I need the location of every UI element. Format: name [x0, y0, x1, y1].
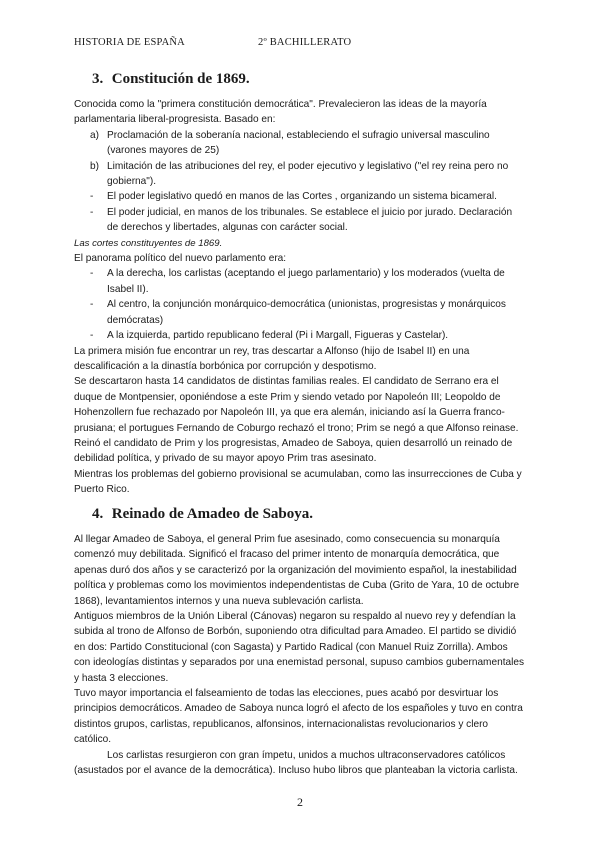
paragraph: Al llegar Amadeo de Saboya, el general Prim fue asesinado, como consecuencia su monarquía comenzó muy debilitada. Significó el fracaso del primer intento de monarquía democrática, que apenas duró dos años y se caracterizó por la organización del movimiento español, la inestabilidad política y problemas como los movimientos independentistas de Cuba (Grito de Yara, 10 de octubre 1868), levantamientos internos y una nueva sublevación carlista. [74, 534, 520, 607]
list-marker: - [90, 268, 94, 280]
list-item: a) Proclamación de la soberanía nacional, estableciendo el sufragio universal masculino (varones mayores de 25) [90, 129, 490, 157]
section-4-title [92, 507, 313, 522]
list-item: - A la izquierda, partido republicano federal (Pi i Margall, Figueras y Castelar). [74, 328, 526, 343]
section-3-title [92, 72, 250, 87]
paragraph: Tuvo mayor importancia el falseamiento de todas las elecciones, pues acabó por desvirtuar los principios democráticos. Amadeo de Saboya nunca logró el afecto de los españoles y tuvo en contra distintos grupos, carlistas, republicanos, alfonsinos, internacionalistas revolucionarios y clero católico. [74, 688, 523, 746]
section-3-intro: Conocida como la "primera constitución democrática". Prevalecieron las ideas de la mayoría parlamentaria liberal-progresista. Basado en: [74, 99, 487, 126]
list-marker: - [90, 206, 94, 218]
list-item: - A la derecha, los carlistas (aceptando el juego parlamentario) y los moderados (vuelta de Isabel II). [90, 268, 505, 295]
list-item: b) Limitación de las atribuciones del rey, el poder ejecutivo y legislativo ("el rey reina pero no gobierna"). [90, 160, 509, 188]
header-course: 2º BACHILLERATO [258, 37, 352, 48]
list-marker: a) [90, 129, 99, 141]
list-item: - Al centro, la conjunción monárquico-democrática (unionistas, progresistas y monárquicos demócratas) [90, 299, 506, 326]
section-3-number: 3. [92, 71, 104, 87]
paragraph: Mientras los problemas del gobierno provisional se acumulaban, como las insurrecciones de Cuba y Puerto Rico. [74, 468, 522, 496]
list-marker: - [90, 330, 94, 342]
header-subject: HISTORIA DE ESPAÑA [74, 37, 185, 48]
panorama-text: El panorama político del nuevo parlamento era: [74, 253, 287, 265]
section-4-title-text: Reinado de Amadeo de Saboya. [111, 506, 314, 522]
page-number: 2 [297, 795, 303, 809]
subheading-cortes: Las cortes constituyentes de 1869. [74, 237, 223, 249]
section-3-content [74, 97, 526, 498]
section-4-number: 4. [92, 506, 104, 522]
section-3-title-text: Constitución de 1869. [111, 71, 250, 87]
list-item: - El poder judicial, en manos de los tribunales. Se establece el juicio por jurado. Declaración de derechos y libertades, algunas con carácter social. [90, 206, 513, 234]
section-4-content [74, 532, 526, 779]
list-marker: b) [90, 160, 99, 172]
paragraph: Se descartaron hasta 14 candidatos de distintas familias reales. El candidato de Serrano era el duque de Montpensier, oponiéndose a este Prim y siendo vetado por Napoleón III; Leopoldo de Hohenzollern fue rechazado por Napoleón III, ya que era alemán, iniciando así la Guerra franco-prusiana; el portugues Fernando de Coburgo rechazó el trono; Prim se negó a que Alfonso reinase. Reinó el candidato de Prim y los progresistas, Amadeo de Saboya, quien desarrolló un reinado de debilidad política, y privado de su mayor apoyo Prim tras asesinato. [74, 376, 519, 465]
paragraph: La primera misión fue encontrar un rey, tras descartar a Alfonso (hijo de Isabel II) en una descalificación a la dinastía borbónica por corrupción y despotismo. [74, 345, 470, 372]
list-marker: - [90, 299, 94, 311]
paragraph: Los carlistas resurgieron con gran ímpetu, unidos a muchos ultraconservadores católicos (asustados por el avance de la democrática). Incluso hubo libros que planteaban la victoria carlista. [74, 749, 518, 777]
paragraph: Antiguos miembros de la Unión Liberal (Cánovas) negaron su respaldo al nuevo rey y defendían la subida al trono de Alfonso de Borbón, suponiendo otra dificultad para Amadeo. El partido se dividió en dos: Partido Constitucional (con Sagasta) y Partido Radical (con Manuel Ruiz Zorrilla). Ambos con ideologías distintas y separados por una enemistad personal, supuso cambios gubernamentales y hasta 3 elecciones. [74, 611, 525, 684]
list-item: - El poder legislativo quedó en manos de las Cortes , organizando un sistema bicameral. [74, 189, 526, 204]
list-marker: - [90, 191, 94, 203]
